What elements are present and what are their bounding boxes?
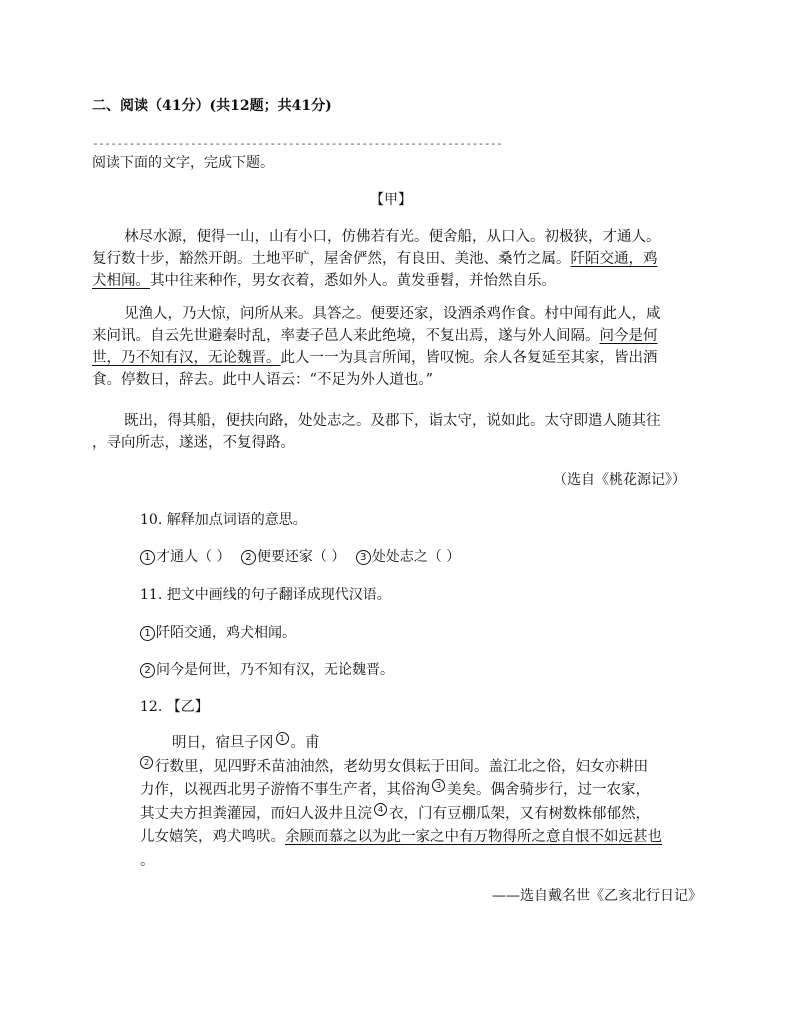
text-line: ，寻向所志，遂迷，不复得路。 xyxy=(92,435,295,451)
text-line: 食。停数日，辞去。此中人语云：“不足为外人道也。” xyxy=(92,372,434,388)
passage-yi-source: ——选自戴名世《乙亥北行日记》 xyxy=(492,888,702,904)
text-run: 其丈夫方担粪灌园，而妇人汲井且浣 xyxy=(140,805,372,822)
text-line xyxy=(140,732,720,756)
question-10-items xyxy=(140,546,460,566)
circled-number: 2 xyxy=(140,663,155,678)
question-10-item-1: 才通人（ ） xyxy=(156,549,231,565)
text-line xyxy=(140,779,720,803)
separator-line: ------------------------------------------------------------------- xyxy=(92,137,503,150)
sentence-text: 问今是何世，乃不知有汉，无论魏晋。 xyxy=(156,662,394,678)
passage-jia-label: 【甲】 xyxy=(370,192,412,208)
question-12-stem: 12. 【乙】 xyxy=(140,699,209,715)
section-title: 二、阅读（41分）(共12题；共41分) xyxy=(92,98,332,114)
text-run: 此人一一为具言所闻，皆叹惋。余人各复延至其家，皆出酒 xyxy=(280,350,658,366)
text-run: 衣，门有豆棚瓜架，又有树数株郁郁然， xyxy=(389,805,650,822)
footnote-marker: 2 xyxy=(140,756,153,769)
question-11-sentence-1 xyxy=(140,622,296,642)
underlined-sentence: 问今是何 xyxy=(599,328,658,344)
text-line: 林尽水源，便得一山，山有小口，仿佛若有光。便舍船，从口入。初极狭，才通人。 xyxy=(124,229,661,245)
passage-jia-paragraph-2 xyxy=(92,303,712,391)
text-line xyxy=(140,826,720,850)
circled-number: 1 xyxy=(140,550,155,565)
text-line xyxy=(92,248,712,270)
passage-jia-source: （选自《桃花源记》） xyxy=(553,472,686,488)
text-line xyxy=(92,270,712,292)
underlined-sentence: 犬相闻。 xyxy=(92,273,150,289)
text-line xyxy=(140,803,720,827)
question-10-stem: 10. 解释加点词语的意思。 xyxy=(140,512,307,528)
text-run: 美矣。偶舍骑步行，过一农家， xyxy=(447,782,650,798)
question-10-item-3: 处处志之（ ） xyxy=(371,549,461,565)
footnote-marker: 3 xyxy=(432,779,445,792)
text-run: 其中往来种作，男女衣着，悉如外人。黄发垂髫，并怡然自乐。 xyxy=(150,273,556,289)
circled-number: 2 xyxy=(241,550,256,565)
text-run: 明日，宿旦子冈 xyxy=(172,735,274,751)
question-11-stem: 11. 把文中画线的句子翻译成现代汉语。 xyxy=(140,587,391,603)
text-line: 既出，得其船，便扶向路，处处志之。及郡下，诣太守，说如此。太守即遣人随其往 xyxy=(124,413,661,429)
text-line xyxy=(92,347,712,369)
text-run: 复行数十步，豁然开朗。土地平旷，屋舍俨然，有良田、美池、桑竹之属。 xyxy=(92,251,571,267)
text-run: 儿女嬉笑，鸡犬鸣吠。 xyxy=(140,829,285,845)
circled-number: 3 xyxy=(356,550,371,565)
question-10-item-2: 便要还家（ ） xyxy=(256,549,346,565)
text-line xyxy=(140,756,720,780)
underlined-sentence: 阡陌交通，鸡 xyxy=(570,251,658,267)
passage-yi xyxy=(140,732,720,873)
footnote-marker: 4 xyxy=(374,803,387,816)
sentence-text: 阡陌交通，鸡犬相闻。 xyxy=(156,625,296,641)
underlined-sentence: 世，乃不知有汉，无论魏晋。 xyxy=(92,350,281,366)
text-run: 行数里，见四野禾苗油油然，老幼男女俱耘于田间。盖江北之俗，妇女亦耕田 xyxy=(155,758,648,775)
text-line: 见渔人，乃大惊，问所从来。具答之。便要还家，设酒杀鸡作食。村中闻有此人，咸 xyxy=(124,306,661,322)
passage-jia-paragraph-1 xyxy=(92,226,712,292)
circled-number: 1 xyxy=(140,626,155,641)
passage-jia-paragraph-3 xyxy=(92,410,712,454)
text-run: 来问讯。自云先世避秦时乱，率妻子邑人来此绝境，不复出焉，遂与外人间隔。 xyxy=(92,328,600,344)
text-run: 力作，以视西北男子游惰不事生产者，其俗洵 xyxy=(140,782,430,798)
footnote-marker: 1 xyxy=(276,732,289,745)
reading-instruction: 阅读下面的文字，完成下题。 xyxy=(92,155,274,171)
question-11-sentence-2 xyxy=(140,659,394,679)
text-run: 。甫 xyxy=(290,735,320,751)
text-line: 。 xyxy=(140,852,155,869)
text-line xyxy=(92,325,712,347)
underlined-sentence: 余顾而慕之以为此一家之中有万物得所之意自恨不如远甚也 xyxy=(285,829,662,845)
